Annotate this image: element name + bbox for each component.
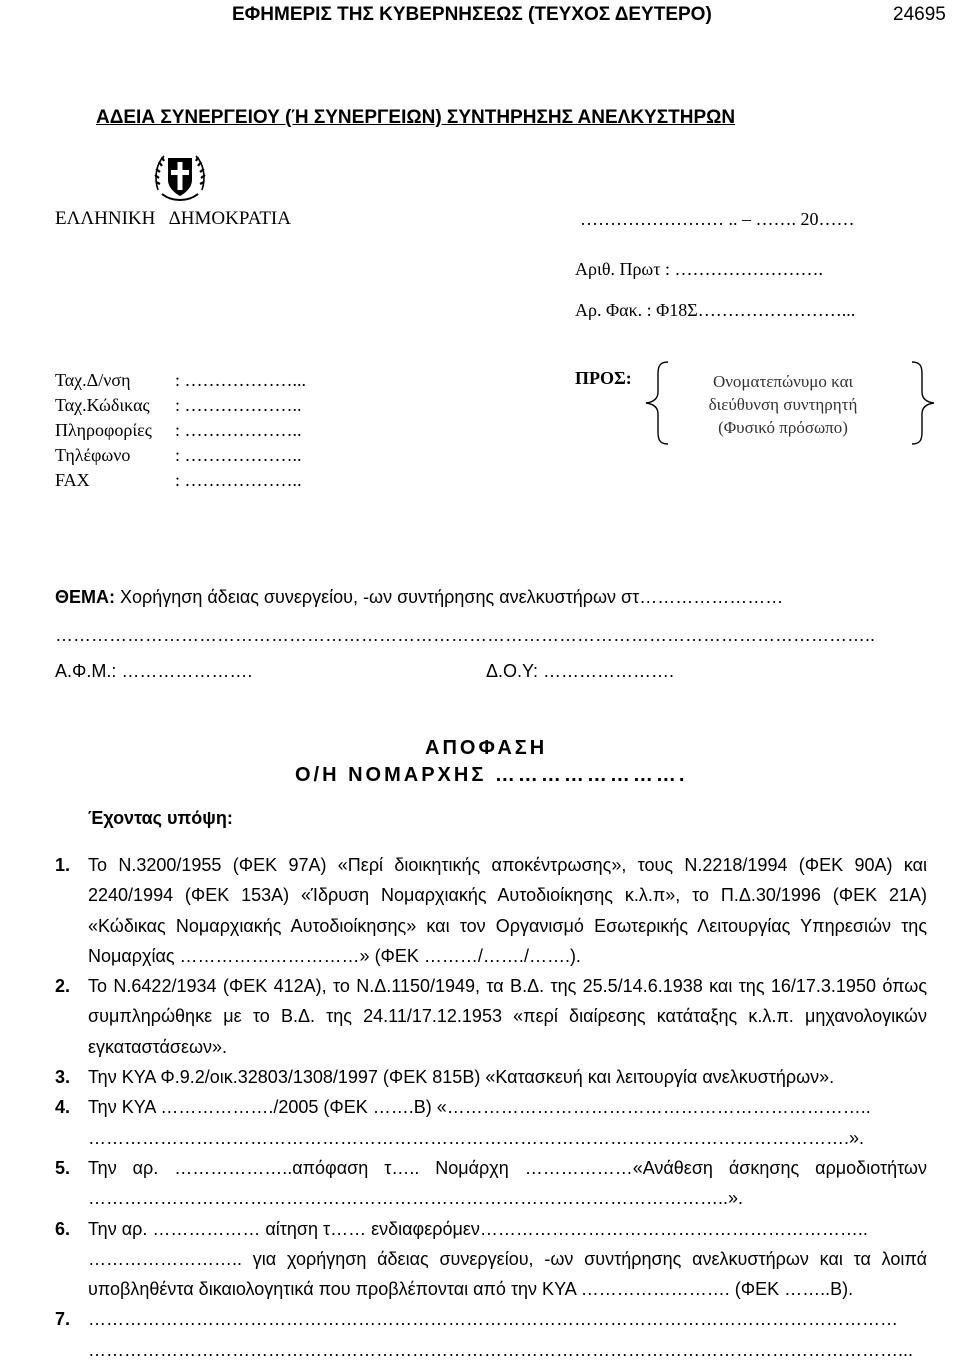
subject-continuation: ……………………………………………………………………………………………………………………….. bbox=[55, 625, 876, 645]
contact-info: Πληροφορίες : ……………….. bbox=[55, 420, 302, 440]
list-item: 4. Την ΚΥΑ ………………./2005 (ΦΕΚ …….Β) «…………………………………………………………….. bbox=[55, 1097, 871, 1118]
subject-label: ΘΕΜΑ: bbox=[55, 587, 115, 607]
list-item: 5. Την αρ. ………………..απόφαση τ….. Νομάρχη ………………«Ανάθεση άσκησης αρμοδιοτήτων ……………………………………………………………………………………………..». bbox=[55, 1157, 927, 1209]
recipient-line-3: (Φυσικό πρόσωπο) bbox=[718, 418, 848, 437]
doy-field: Δ.Ο.Υ: …………………. bbox=[486, 661, 675, 681]
contact-fax: FAX : ……………….. bbox=[55, 470, 302, 490]
recipient-line-2: διεύθυνση συντηρητή bbox=[708, 395, 858, 414]
afm-field: Α.Φ.Μ.: …………………. bbox=[55, 661, 253, 681]
protocol-number: Αριθ. Πρωτ : ……………………. bbox=[575, 259, 824, 279]
greek-coat-of-arms-icon bbox=[152, 150, 208, 204]
list-item-continuation: ……………………………………………………………………………………………………………….». bbox=[88, 1127, 865, 1148]
subject-line bbox=[55, 587, 783, 608]
recipient-block bbox=[683, 370, 883, 439]
file-number: Αρ. Φακ. : Φ18Σ……………………... bbox=[575, 300, 856, 320]
recipient-to-label: ΠΡΟΣ: bbox=[575, 368, 632, 388]
list-item-continuation: …………………….. για χορήγηση άδειας συνεργείου, -ων συντήρησης ανελκυστήρων και τα λοιπά υποβληθέντα δικαιολογητικά που προβλέπονται από την ΚΥΑ ……………………. (ΦΕΚ ……..Β). bbox=[88, 1248, 927, 1300]
gazette-title: ΕΦΗΜΕΡΙΣ ΤΗΣ ΚΥΒΕΡΝΗΣΕΩΣ (ΤΕΥΧΟΣ ΔΕΥΤΕΡΟ) bbox=[232, 4, 712, 25]
list-item: 7. ……………………………………………………………………………………………………………………… bbox=[55, 1309, 898, 1330]
subject-text: Χορήγηση άδειας συνεργείου, -ων συντήρησης ανελκυστήρων στ…………………… bbox=[115, 587, 784, 607]
contact-postcode: Ταχ.Κώδικας : ……………….. bbox=[55, 395, 302, 415]
contact-phone: Τηλέφωνο : ……………….. bbox=[55, 445, 302, 465]
list-item: 2. Το Ν.6422/1934 (ΦΕΚ 412Α), το Ν.Δ.1150/1949, τα Β.Δ. της 25.5/14.6.1938 και της 16/17.3.1950 όπως συμπληρώθηκε με το Β.Δ. της 24.11/17.12.1953 «περί διαίρεσης κατάταξης κ.λ.π. μηχανολογικών εγκαταστάσεων». bbox=[55, 976, 927, 1057]
decision-title: ΑΠΟΦΑΣΗ bbox=[425, 737, 548, 759]
considering-heading: Έχοντας υπόψη: bbox=[88, 808, 233, 828]
decision-authority: Ο/Η ΝΟΜΑΡΧΗΣ ……………………. bbox=[295, 764, 688, 786]
contact-block bbox=[55, 368, 306, 493]
page-number: 24695 bbox=[893, 4, 946, 25]
document-title: ΑΔΕΙΑ ΣΥΝΕΡΓΕΙΟΥ (Ή ΣΥΝΕΡΓΕΙΩΝ) ΣΥΝΤΗΡΗΣΗΣ ΑΝΕΛΚΥΣΤΗΡΩΝ bbox=[96, 107, 736, 128]
list-item-continuation: ………………………………………………………………………………………………………………………... bbox=[88, 1339, 914, 1360]
considerations-list bbox=[55, 850, 927, 1365]
issuer-republic: ΕΛΛΗΝΙΚΗ ΔΗΜΟΚΡΑΤΙΑ bbox=[55, 208, 291, 229]
list-item: 1. Το Ν.3200/1955 (ΦΕΚ 97Α) «Περί διοικητικής αποκέντρωσης», τους Ν.2218/1994 (ΦΕΚ 90Α) και 2240/1994 (ΦΕΚ 153Α) «Ίδρυση Νομαρχιακής Αυτοδιοίκησης κ.λ.π», το Π.Δ.30/1996 (ΦΕΚ 21Α) «Κώδικας Νομαρχιακής Αυτοδιοίκησης» και τον Οργανισμό Εσωτερικής Λειτουργίας Υπηρεσιών της Νομαρχίας …………………………» (ΦΕΚ ………/……./…….). bbox=[55, 855, 927, 966]
reference-date: …………………… .. – ……. 20…… bbox=[580, 209, 855, 229]
recipient-line-1: Ονοματεπώνυμο και bbox=[712, 372, 854, 391]
contact-address: Ταχ.Δ/νση : ………………... bbox=[55, 370, 307, 390]
list-item: 6. Την αρ. ……………… αίτηση τ…… ενδιαφερόμεν……………………………………………………….. bbox=[55, 1218, 868, 1239]
list-item: 3. Την ΚΥΑ Φ.9.2/οικ.32803/1308/1997 (ΦΕΚ 815Β) «Κατασκευή και λειτουργία ανελκυστήρων». bbox=[55, 1067, 835, 1088]
